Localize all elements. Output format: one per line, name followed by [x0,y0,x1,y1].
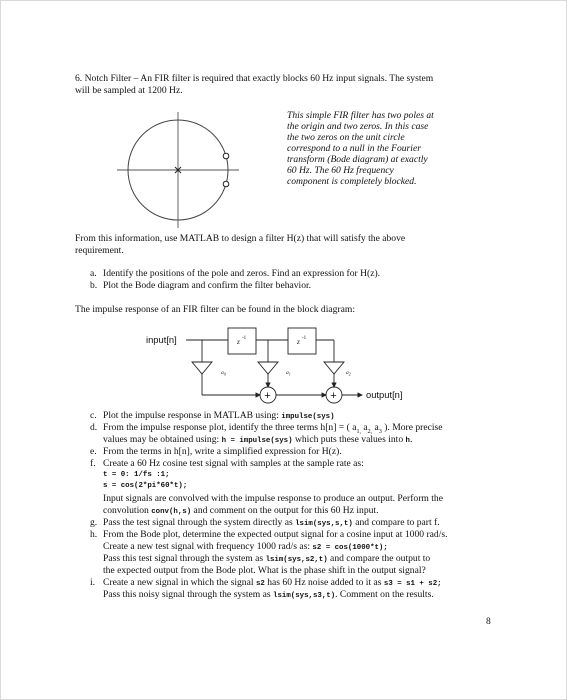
part-label: h. [90,529,98,540]
part-text: Pass the test signal through the system directly as [103,517,296,528]
part-text: convolution [103,505,152,516]
caption-line: 60 Hz. The 60 Hz frequency [287,165,394,176]
part-text: which puts these values into [292,434,406,445]
gain-a1 [258,362,278,374]
part-text: and compare the output to [327,553,431,564]
part-label: g. [90,517,98,528]
part-text: Identify the positions of the pole and zeros. Find an expression for H(z). [103,268,381,279]
sum-symbol-2: + [330,390,337,402]
part-e [90,446,342,458]
fir-block-diagram [140,322,420,412]
coef-letter: a [221,370,224,376]
part-text: From the impulse response plot, identify the three terms h[n] = ( a [103,422,357,433]
caption-line: component is completely blocked. [287,176,417,187]
problem-line-2: will be sampled at 1200 Hz. [75,85,183,96]
coef-sub: 1 [288,371,291,377]
delay-exponent-2: -1 [302,336,307,341]
part-text: Pass this noisy signal through the system as [103,589,274,600]
part-text: has 60 Hz noise added to it as [264,577,384,588]
caption-line: transform (Bode diagram) at exactly [287,154,428,165]
caption-line: the origin and two zeros. In this case [287,121,429,132]
part-text: From the terms in h[n], write a simplified expression for H(z). [103,446,342,457]
coef-a2 [346,370,351,377]
part-text: Create a new test signal with frequency 1000 rad/s as: [103,541,313,552]
code-conv: conv(h,s) [151,508,192,516]
subscript: 2, [367,428,373,435]
code-lsim-s2: lsim(sys,s2,t) [265,556,328,564]
part-text: values may be obtained using: [103,434,222,445]
part-label: i. [90,577,96,588]
part-text: From the Bode plot, determine the expected output signal for a cosine input at 1000 rad/s. [103,529,448,540]
part-f-line-1 [90,458,364,470]
part-text: Plot the impulse response in MATLAB using: [103,410,282,421]
part-text: ). More precise [381,422,443,433]
pole-zero-plot [113,110,243,230]
code-s2: s2 = cos(1000*t); [312,544,388,552]
part-text: Create a 60 Hz cosine test signal with samples at the sample rate as: [103,458,364,469]
gain-a0 [192,362,212,374]
coef-sub: 2 [348,371,351,377]
part-b [90,280,311,292]
part-a [90,268,380,280]
sum-symbol-1: + [264,390,271,402]
coef-sub: 0 [223,371,226,377]
part-h-line-1 [90,529,448,541]
part-label: b. [90,280,98,291]
part-text: a [372,422,379,433]
subscript: 3 [378,428,382,435]
part-label: a. [90,268,97,279]
subscript: 1, [356,428,361,435]
zero-marker-lower [223,181,229,187]
code-s3: s3 = s1 + s2; [383,580,442,588]
caption-line: This simple FIR filter has two poles at [287,110,434,121]
code-impulse: impulse(sys) [281,413,335,421]
input-label: input[n] [146,334,177,345]
zero-marker-upper [223,153,229,159]
part-text: . [409,434,413,445]
output-label: output[n] [366,389,403,400]
delay-label-2: z [297,338,300,346]
code-t: t = 0: 1/fs :1; [103,471,170,479]
impulse-intro: The impulse response of an FIR filter can be found in the block diagram: [75,304,356,315]
part-text: and comment on the output for this 60 Hz input. [191,505,379,516]
part-h-line-4: the expected output from the Bode plot. What is the phase shift in the output signal? [103,565,426,576]
coef-letter: a [346,370,349,376]
part-text: Plot the Bode diagram and confirm the filter behavior. [103,280,312,291]
delay-block-1 [228,328,256,354]
caption-line: correspond to a null in the Fourier [287,143,421,154]
design-line-2: requirement. [75,245,124,256]
part-label: d. [90,422,98,433]
code-h-impulse: h = impulse(sys) [221,437,293,445]
part-f-line-2: Input signals are convolved with the impulse response to produce an output. Perform the [103,493,443,504]
code-s2-ref: s2 [255,580,265,588]
delay-block-2 [288,328,316,354]
part-text: Pass this test signal through the system as [103,553,266,564]
coef-a0 [221,370,226,377]
caption-line: the two zeros on the unit circle [287,132,405,143]
code-h: h [405,437,410,445]
part-label: f. [90,458,96,469]
delay-exponent-1: -1 [242,336,247,341]
design-line-1: From this information, use MATLAB to design a filter H(z) that will satisfy the above [75,233,406,244]
part-label: c. [90,410,97,421]
part-text: . Comment on the results. [335,589,434,600]
page-number: 8 [486,616,491,627]
part-text: a [360,422,368,433]
code-lsim-s: lsim(sys,s,t) [295,520,353,528]
part-text: Create a new signal in which the signal [103,577,256,588]
code-s: s = cos(2*pi*60*t); [103,482,188,490]
coef-letter: a [286,370,289,376]
gain-a2 [324,362,344,374]
problem-line-1: 6. Notch Filter – An FIR filter is required that exactly blocks 60 Hz input signals. The system [75,73,434,84]
coef-a1 [286,370,291,377]
part-label: e. [90,446,97,457]
delay-label-1: z [237,338,240,346]
code-lsim-s3: lsim(sys,s3,t) [273,592,336,600]
part-text: and compare to part f. [352,517,440,528]
part-i-line-2 [103,589,434,603]
